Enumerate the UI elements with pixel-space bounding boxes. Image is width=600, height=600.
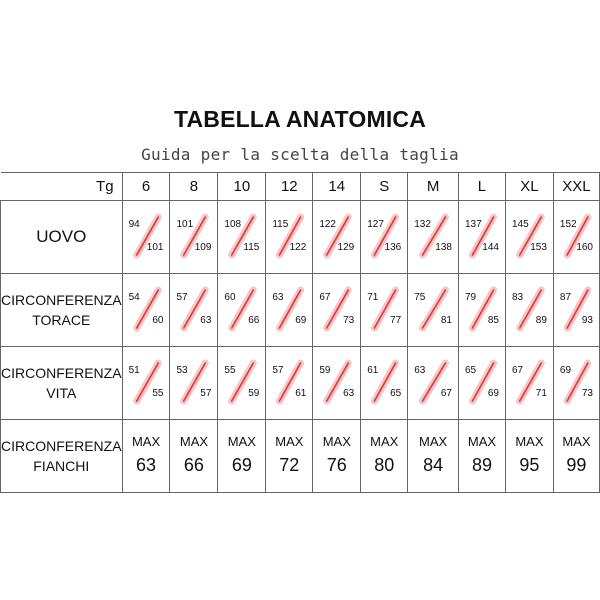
max-label: MAX [275,434,304,449]
range-high-value: 66 [248,315,260,326]
range-low-value: 54 [128,292,140,303]
range-cell [170,274,218,347]
size-header-12: 12 [266,173,313,201]
red-slash-icon [266,201,314,274]
range-cell [266,274,313,347]
range-low-value: 67 [511,365,524,376]
measure-row-uovo [1,201,600,274]
size-header-10: 10 [218,173,266,201]
range-low-value: 71 [367,292,379,303]
range-high-value: 153 [530,242,547,253]
red-slash-icon [313,347,362,420]
red-slash-icon [361,347,409,420]
max-cell [505,420,553,493]
red-slash-icon [218,274,267,347]
red-slash-icon [266,347,314,420]
range-low-value: 83 [511,292,524,303]
red-slash-icon [554,274,600,347]
range-high-value: 71 [535,388,547,399]
max-label: MAX [515,434,544,449]
range-high-value: 65 [390,388,402,399]
range-cell [266,347,313,420]
max-cell [266,420,313,493]
max-label: MAX [370,434,399,449]
range-high-value: 144 [482,242,499,253]
range-cell [458,201,505,274]
red-slash-icon [506,201,555,274]
range-high-value: 136 [384,242,402,253]
range-low-value: 122 [319,219,336,230]
red-slash-icon [459,201,507,274]
range-high-value: 115 [243,242,260,253]
size-header-6: 6 [122,173,170,201]
range-low-value: 69 [559,365,572,376]
max-value: 84 [423,455,444,475]
red-slash-icon [123,201,172,274]
range-low-value: 65 [464,365,477,376]
range-low-value: 127 [367,219,384,230]
range-cell [458,274,505,347]
range-cell [122,274,170,347]
row-label-uovo [1,201,123,274]
max-label: MAX [179,434,209,449]
page-title: TABELLA ANATOMICA [173,106,427,132]
red-slash-icon [266,274,314,347]
range-low-value: 101 [176,219,194,230]
size-header-8: 8 [170,173,218,201]
max-value: 63 [136,455,157,475]
range-cell [505,201,553,274]
max-value: 72 [279,455,300,475]
page-subtitle: Guida per la scelta della taglia [141,145,459,164]
red-slash-icon [408,347,460,420]
red-slash-icon [459,274,507,347]
range-low-value: 59 [319,365,331,376]
measure-row-vita [1,347,600,420]
range-low-value: 51 [128,365,140,376]
size-header-s: S [361,173,408,201]
range-low-value: 67 [319,292,331,303]
range-low-value: 115 [272,219,289,230]
red-slash-icon [170,347,219,420]
range-cell [122,201,170,274]
range-low-value: 55 [224,365,236,376]
range-low-value: 132 [414,219,431,230]
range-cell [458,347,505,420]
range-cell [122,347,170,420]
range-cell [361,347,408,420]
red-slash-icon [218,347,267,420]
row-label-vita [1,347,123,420]
max-label: MAX [419,434,448,449]
range-high-value: 63 [343,388,355,399]
range-high-value: 57 [200,388,212,399]
range-cell [361,274,408,347]
row-label-fianchi [1,420,123,493]
range-high-value: 81 [440,315,452,326]
red-slash-icon [506,274,555,347]
max-value: 80 [374,455,395,475]
size-header-14: 14 [313,173,361,201]
red-slash-icon [170,274,219,347]
range-high-value: 61 [295,388,307,399]
range-high-value: 85 [487,315,499,326]
max-cell [458,420,505,493]
range-cell [218,274,266,347]
red-slash-icon [123,274,172,347]
range-low-value: 61 [367,365,379,376]
range-cell [505,274,553,347]
red-slash-icon [408,274,460,347]
range-high-value: 69 [295,315,307,326]
red-slash-icon [554,347,600,420]
max-cell [170,420,218,493]
range-low-value: 57 [176,292,188,303]
red-slash-icon [459,347,507,420]
max-cell [361,420,408,493]
size-chart-table [0,172,600,493]
size-header-m: M [408,173,459,201]
range-cell [313,347,361,420]
range-high-value: 63 [200,315,212,326]
max-value: 99 [566,455,587,475]
max-label: MAX [227,434,256,449]
size-header-row [1,173,600,201]
row-label-torace [1,274,123,347]
range-low-value: 152 [559,219,577,230]
range-cell [553,274,599,347]
range-low-value: 108 [224,219,242,230]
range-low-value: 75 [414,292,426,303]
row-label-line: CIRCONFERENZA [1,292,122,308]
measure-row-fianchi [1,420,600,493]
max-value: 69 [231,455,252,475]
red-slash-icon [313,201,362,274]
range-cell [170,201,218,274]
range-low-value: 63 [272,292,284,303]
size-header-xxl: XXL [553,173,599,201]
size-header-l: L [458,173,505,201]
max-label: MAX [562,434,591,449]
row-label-line: TORACE [32,312,91,328]
red-slash-icon [170,201,219,274]
red-slash-icon [554,201,600,274]
range-cell [313,274,361,347]
max-cell [313,420,361,493]
range-high-value: 60 [152,315,164,326]
range-cell [553,347,599,420]
range-low-value: 63 [414,365,426,376]
max-value: 76 [326,455,347,475]
range-cell [408,347,459,420]
row-label-line: CIRCONFERENZA [1,438,122,454]
max-value: 89 [471,455,492,475]
range-high-value: 69 [487,388,499,399]
range-high-value: 89 [535,315,547,326]
range-high-value: 93 [581,315,593,326]
max-cell [408,420,459,493]
range-high-value: 73 [581,388,593,399]
range-low-value: 53 [176,365,188,376]
max-label: MAX [131,434,161,449]
row-label-line: UOVO [36,227,87,246]
row-label-line: VITA [46,385,77,401]
max-cell [218,420,266,493]
range-high-value: 129 [337,242,355,253]
range-low-value: 94 [128,219,140,230]
size-header-xl: XL [505,173,553,201]
range-high-value: 67 [440,388,452,399]
row-label-line: CIRCONFERENZA [1,365,122,381]
red-slash-icon [361,274,409,347]
tg-label: Tg [1,173,123,201]
range-low-value: 145 [511,219,529,230]
row-label-line: FIANCHI [33,458,90,474]
range-low-value: 79 [464,292,477,303]
red-slash-icon [361,201,409,274]
range-low-value: 87 [559,292,572,303]
max-label: MAX [322,434,351,449]
range-cell [170,347,218,420]
max-value: 95 [519,455,540,475]
max-label: MAX [467,434,497,449]
red-slash-icon [313,274,362,347]
range-cell [266,201,313,274]
range-cell [361,201,408,274]
range-cell [313,201,361,274]
range-cell [218,201,266,274]
range-high-value: 160 [576,242,593,253]
red-slash-icon [408,201,460,274]
range-high-value: 138 [435,242,452,253]
red-slash-icon [506,347,555,420]
max-cell [553,420,599,493]
measure-row-torace [1,274,600,347]
range-cell [553,201,599,274]
range-cell [505,347,553,420]
range-high-value: 109 [194,242,212,253]
range-high-value: 77 [390,315,402,326]
range-high-value: 55 [152,388,164,399]
range-low-value: 137 [464,219,482,230]
range-high-value: 101 [146,242,164,253]
red-slash-icon [218,201,267,274]
range-low-value: 57 [272,365,284,376]
range-cell [408,274,459,347]
range-low-value: 60 [224,292,236,303]
range-high-value: 73 [343,315,355,326]
range-cell [408,201,459,274]
range-high-value: 59 [248,388,260,399]
red-slash-icon [123,347,172,420]
max-value: 66 [183,455,204,475]
max-cell [122,420,170,493]
range-high-value: 122 [289,242,307,253]
range-cell [218,347,266,420]
